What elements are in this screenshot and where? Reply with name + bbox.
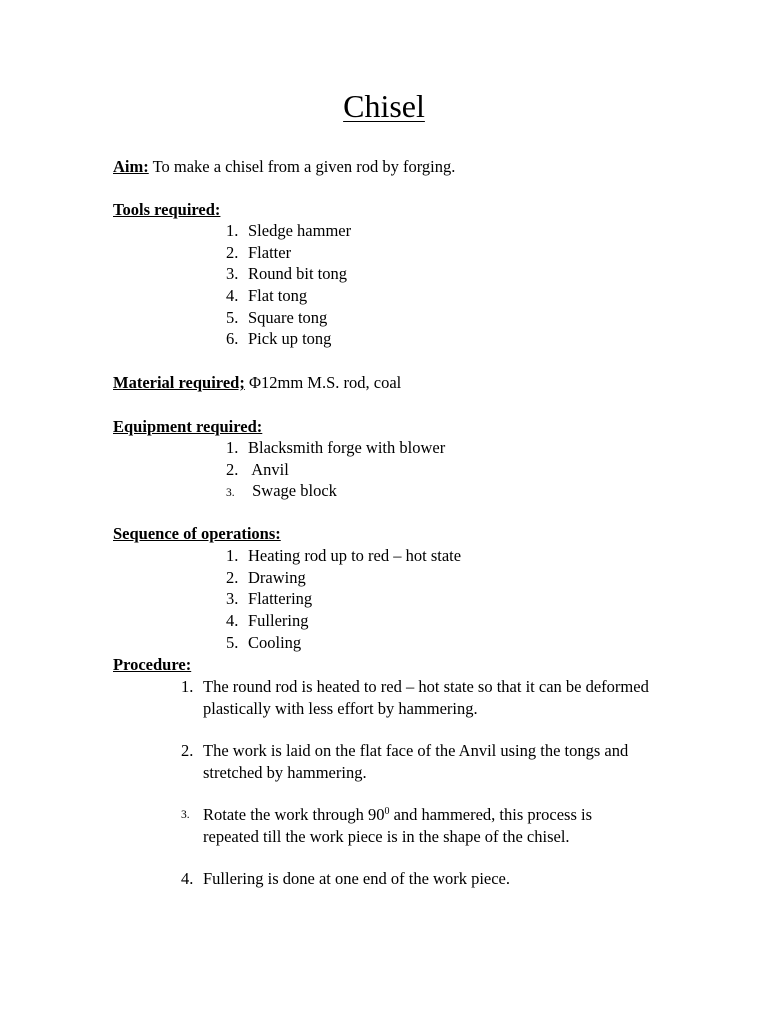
list-item [226, 437, 445, 459]
list-number: 3. [226, 487, 235, 500]
list-item [226, 220, 351, 242]
procedure-step [181, 868, 651, 890]
list-item [226, 307, 351, 329]
list-number: 4. [226, 286, 239, 306]
list-item [226, 588, 461, 610]
list-item [226, 328, 351, 350]
step-number: 1. [181, 677, 194, 696]
procedure-step [181, 804, 651, 848]
procedure-list [181, 676, 651, 910]
step-text: The round rod is heated to red – hot state so that it can be deformed plastically with less effort by hammering. [203, 677, 649, 718]
list-text: Square tong [248, 307, 328, 327]
step-number: 2. [181, 741, 194, 760]
procedure-step [181, 676, 651, 720]
page-title: Chisel [343, 88, 425, 124]
list-number: 2. [226, 567, 239, 587]
list-text: Pick up tong [248, 329, 332, 349]
list-text: Flatter [248, 242, 292, 262]
list-item [226, 459, 445, 481]
aim-label: Aim: [113, 157, 149, 176]
list-item [226, 263, 351, 285]
list-number: 1. [226, 546, 239, 565]
list-item [226, 567, 461, 589]
list-item [226, 632, 461, 654]
sequence-list [226, 545, 461, 653]
list-item [226, 242, 351, 264]
tools-heading: Tools required: [113, 200, 221, 219]
list-text: Flattering [248, 589, 313, 609]
material-text: Φ12mm M.S. rod, coal [244, 373, 402, 392]
step-text [203, 805, 592, 846]
procedure-step [181, 740, 651, 784]
list-text: Swage block [248, 481, 337, 501]
tools-list [226, 220, 351, 350]
step-text: The work is laid on the flat face of the Anvil using the tongs and stretched by hammering. [203, 741, 629, 782]
list-text: Heating rod up to red – hot state [248, 546, 462, 565]
list-number: 6. [226, 329, 239, 349]
list-number: 1. [226, 221, 239, 240]
aim-line [113, 156, 455, 178]
list-item [226, 480, 445, 502]
list-text: Drawing [248, 567, 306, 587]
list-number: 4. [226, 611, 239, 631]
step-number: 4. [181, 869, 194, 888]
degree-superscript: 0 [384, 806, 390, 817]
list-number: 2. [226, 459, 239, 479]
list-number: 5. [226, 307, 239, 327]
list-text: Flat tong [248, 286, 308, 306]
list-item [226, 285, 351, 307]
list-number: 2. [226, 242, 239, 262]
list-number: 1. [226, 438, 239, 457]
equipment-heading: Equipment required: [113, 417, 263, 436]
list-text: Anvil [248, 459, 289, 479]
step-text-part: Rotate the work through 90 [203, 805, 385, 824]
step-text-part: and hammered, this process is repeated till the work piece is in the shape of the chisel. [203, 805, 593, 846]
equipment-list [226, 437, 445, 502]
list-number: 5. [226, 632, 239, 652]
step-text: Fullering is done at one end of the work piece. [203, 869, 510, 888]
list-item [226, 545, 461, 567]
sequence-heading: Sequence of operations: [113, 524, 281, 543]
material-line [113, 372, 401, 394]
procedure-heading: Procedure: [113, 655, 192, 674]
list-text: Cooling [248, 632, 302, 652]
list-text: Blacksmith forge with blower [248, 438, 446, 457]
list-text: Sledge hammer [248, 221, 352, 240]
step-number: 3. [181, 809, 190, 821]
aim-text: To make a chisel from a given rod by forging. [148, 157, 456, 176]
list-text: Round bit tong [248, 264, 348, 284]
list-text: Fullering [248, 611, 309, 631]
list-number: 3. [226, 264, 239, 284]
material-label: Material required; [113, 373, 245, 392]
list-item [226, 610, 461, 632]
list-number: 3. [226, 589, 239, 609]
